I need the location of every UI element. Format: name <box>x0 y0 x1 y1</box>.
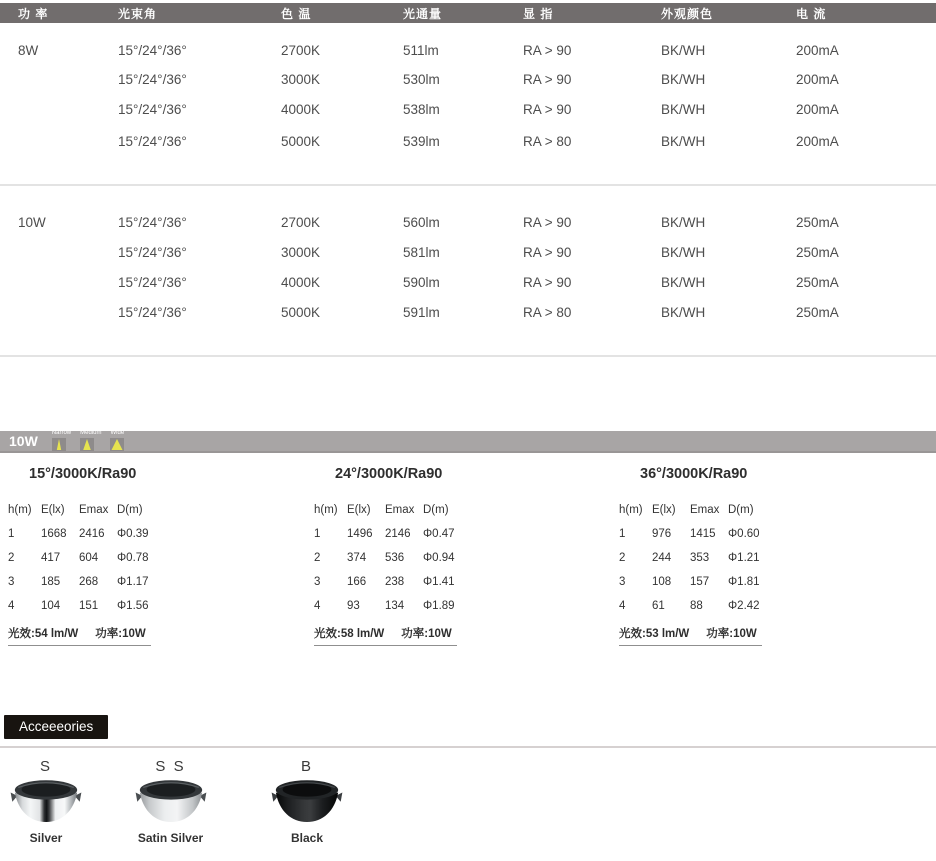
accessory-name: Satin Silver <box>137 831 204 845</box>
satin-silver-reflector-image <box>133 779 209 827</box>
flux-cell: 591lm <box>403 305 440 320</box>
photometric-table-title: 24°/3000K/Ra90 <box>335 466 443 482</box>
accessory-item-silver <box>7 757 85 845</box>
cct-cell: 4000K <box>281 275 321 290</box>
flux-cell: 590lm <box>403 275 440 290</box>
beam-angle-cell: 15°/24°/36° <box>118 72 187 87</box>
beam-angle-cell: 15°/24°/36° <box>118 245 187 260</box>
power-value: 功率:10W <box>706 628 757 640</box>
beam-angle-cell: 15°/24°/36° <box>118 134 187 149</box>
narrow-beam-icon: Narrow <box>52 430 71 451</box>
accessory-name: Black <box>290 831 324 845</box>
photometric-row: 1 1496 2146 Φ0.47 <box>314 528 455 540</box>
black-reflector-image <box>269 779 345 827</box>
photometric-row: 2 374 536 Φ0.94 <box>314 552 455 564</box>
col-e: E(lx) <box>41 504 65 516</box>
power-cell-empty <box>0 71 100 89</box>
accessory-code: B <box>300 758 313 775</box>
photometric-row: 4 61 88 Φ2.42 <box>619 600 760 612</box>
accessory-item-satin-silver <box>128 757 213 845</box>
finish-cell: BK/WH <box>661 245 706 260</box>
photometric-row: 1 976 1415 Φ0.60 <box>619 528 760 540</box>
photometric-row: 1 1668 2416 Φ0.39 <box>8 528 149 540</box>
col-h: h(m) <box>619 504 643 516</box>
col-e: E(lx) <box>652 504 676 516</box>
photometric-footer <box>8 625 151 646</box>
current-cell: 250mA <box>796 305 839 320</box>
cct-cell: 3000K <box>281 245 321 260</box>
accessory-item-black <box>267 757 347 845</box>
col-h: h(m) <box>314 504 338 516</box>
col-header-current: 电 流 <box>796 6 827 21</box>
accessories-divider <box>0 746 936 748</box>
finish-cell: BK/WH <box>661 102 706 117</box>
flux-cell: 511lm <box>403 43 439 58</box>
cct-cell: 2700K <box>281 215 321 230</box>
current-cell: 250mA <box>796 215 839 230</box>
photometric-header-row <box>314 503 479 518</box>
photometric-table-36deg <box>619 465 784 646</box>
col-d: D(m) <box>423 504 449 516</box>
current-cell: 200mA <box>796 134 839 149</box>
beam-angle-cell: 15°/24°/36° <box>118 102 187 117</box>
current-cell: 200mA <box>796 72 839 87</box>
spec-table-header-row <box>0 3 936 23</box>
flux-cell: 530lm <box>403 72 440 87</box>
photometric-footer <box>619 625 762 646</box>
photometric-row: 4 104 151 Φ1.56 <box>8 600 149 612</box>
cri-cell: RA > 90 <box>523 102 572 117</box>
cri-cell: RA > 80 <box>523 134 572 149</box>
spec-row <box>0 42 936 60</box>
current-cell: 250mA <box>796 275 839 290</box>
group-divider <box>0 184 936 186</box>
beam-angle-cell: 15°/24°/36° <box>118 305 187 320</box>
col-header-cct: 色 温 <box>281 6 312 21</box>
current-cell: 200mA <box>796 102 839 117</box>
spec-row <box>0 71 936 89</box>
accessories-title: Acceeeories <box>4 715 108 739</box>
power-value: 功率:10W <box>401 628 452 640</box>
photometric-row: 2 244 353 Φ1.21 <box>619 552 760 564</box>
cri-cell: RA > 90 <box>523 245 572 260</box>
col-header-flux: 光通量 <box>403 6 443 21</box>
col-header-cri: 显 指 <box>523 6 554 21</box>
cri-cell: RA > 90 <box>523 275 572 290</box>
spec-row <box>0 274 936 292</box>
current-cell: 200mA <box>796 43 839 58</box>
photometric-table-title: 36°/3000K/Ra90 <box>640 466 748 482</box>
finish-cell: BK/WH <box>661 43 706 58</box>
cri-cell: RA > 90 <box>523 43 572 58</box>
finish-cell: BK/WH <box>661 305 706 320</box>
photometric-section-bar <box>0 431 936 453</box>
power-cell: 10W <box>18 215 46 230</box>
col-d: D(m) <box>117 504 143 516</box>
cri-cell: RA > 90 <box>523 215 572 230</box>
spec-row <box>0 101 936 119</box>
col-emax: Emax <box>690 504 720 516</box>
silver-reflector-image <box>8 779 84 827</box>
spec-row <box>0 244 936 262</box>
photometric-table-title: 15°/3000K/Ra90 <box>29 466 137 482</box>
finish-cell: BK/WH <box>661 215 706 230</box>
col-emax: Emax <box>385 504 415 516</box>
flux-cell: 539lm <box>403 134 440 149</box>
spec-row <box>0 304 936 322</box>
efficacy-value: 光效:54 lm/W <box>8 628 79 640</box>
beam-icons <box>52 430 125 451</box>
photometric-row: 3 108 157 Φ1.81 <box>619 576 760 588</box>
accessory-code: S S <box>155 758 186 775</box>
section-divider <box>0 355 936 357</box>
accessory-code: S <box>39 758 52 775</box>
medium-beam-icon: Medium <box>80 430 101 451</box>
flux-cell: 581lm <box>403 245 440 260</box>
flux-cell: 560lm <box>403 215 440 230</box>
cri-cell: RA > 80 <box>523 305 572 320</box>
cct-cell: 5000K <box>281 134 321 149</box>
current-cell: 250mA <box>796 245 839 260</box>
finish-cell: BK/WH <box>661 275 706 290</box>
photometric-row: 3 166 238 Φ1.41 <box>314 576 455 588</box>
efficacy-value: 光效:58 lm/W <box>314 628 385 640</box>
power-cell-empty <box>0 304 100 322</box>
photometric-row: 4 93 134 Φ1.89 <box>314 600 455 612</box>
flux-cell: 538lm <box>403 102 440 117</box>
photometric-table-24deg <box>314 465 479 646</box>
col-header-beam-angle: 光束角 <box>118 6 158 21</box>
beam-angle-cell: 15°/24°/36° <box>118 275 187 290</box>
photometric-footer <box>314 625 457 646</box>
photometric-row: 3 185 268 Φ1.17 <box>8 576 149 588</box>
photometric-header-row <box>8 503 173 518</box>
accessory-name: Silver <box>29 831 63 845</box>
power-cell-empty <box>0 244 100 262</box>
col-header-finish: 外观颜色 <box>661 6 714 21</box>
section-power-label: 10W <box>9 433 38 449</box>
power-cell-empty <box>0 101 100 119</box>
col-header-power: 功 率 <box>18 6 49 21</box>
beam-angle-cell: 15°/24°/36° <box>118 43 187 58</box>
spec-row <box>0 133 936 151</box>
power-cell: 8W <box>18 43 39 58</box>
power-cell-empty <box>0 133 100 151</box>
photometric-header-row <box>619 503 784 518</box>
finish-cell: BK/WH <box>661 134 706 149</box>
photometric-row: 2 417 604 Φ0.78 <box>8 552 149 564</box>
cct-cell: 4000K <box>281 102 321 117</box>
cct-cell: 5000K <box>281 305 321 320</box>
wide-beam-icon: Wide <box>110 430 124 451</box>
cct-cell: 2700K <box>281 43 321 58</box>
cri-cell: RA > 90 <box>523 72 572 87</box>
col-e: E(lx) <box>347 504 371 516</box>
spec-row <box>0 214 936 232</box>
col-emax: Emax <box>79 504 109 516</box>
power-cell-empty <box>0 274 100 292</box>
efficacy-value: 光效:53 lm/W <box>619 628 690 640</box>
finish-cell: BK/WH <box>661 72 706 87</box>
power-value: 功率:10W <box>95 628 146 640</box>
photometric-table-15deg <box>8 465 173 646</box>
cct-cell: 3000K <box>281 72 321 87</box>
col-d: D(m) <box>728 504 754 516</box>
beam-angle-cell: 15°/24°/36° <box>118 215 187 230</box>
col-h: h(m) <box>8 504 32 516</box>
